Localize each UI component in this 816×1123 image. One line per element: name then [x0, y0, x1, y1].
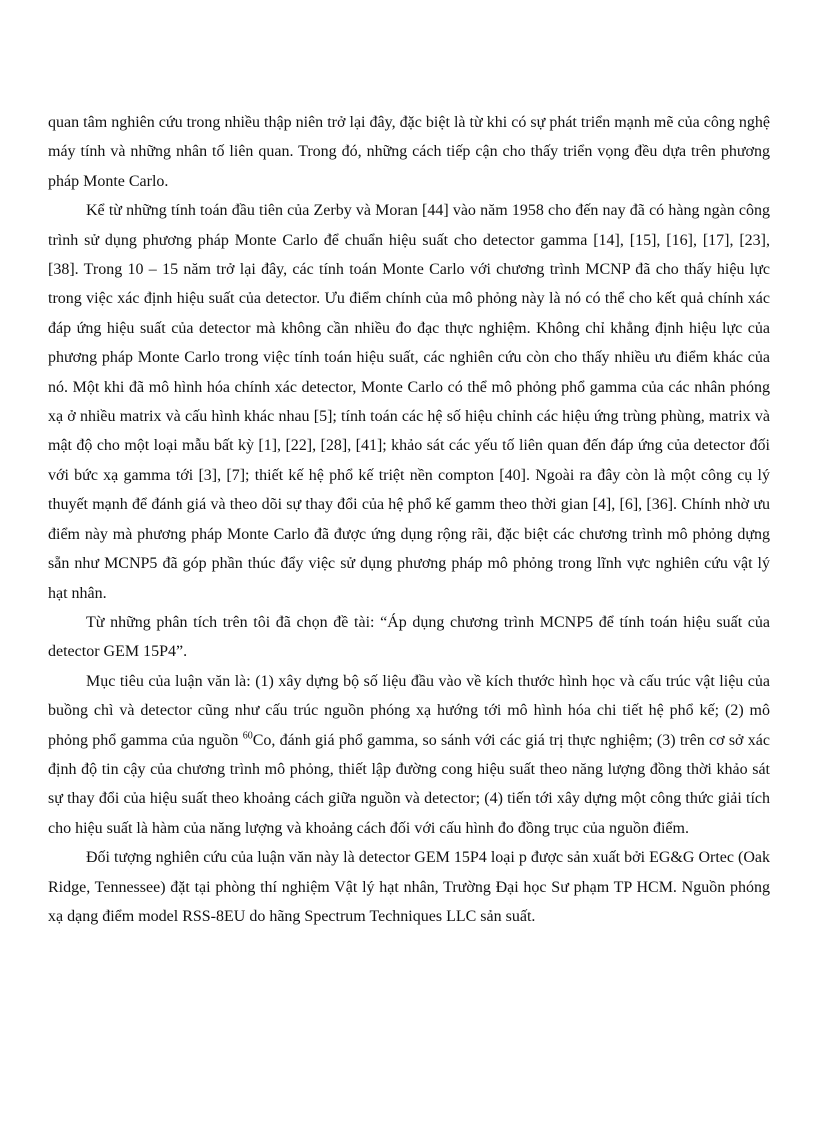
paragraph-intro-continuation: quan tâm nghiên cứu trong nhiều thập niên trở lại đây, đặc biệt là từ khi có sự phát triển mạnh mẽ của công nghệ máy tính và những nhân tố liên quan. Trong đó, những cách tiếp cận cho thấy triển vọng đều dựa trên phương pháp Monte Carlo.	[48, 114, 770, 190]
document-page	[48, 108, 770, 931]
objectives-text-after: Co, đánh giá phổ gamma, so sánh với các giá trị thực nghiệm; (3) trên cơ sở xác định độ tin cậy của chương trình mô phỏng, thiết lập đường cong hiệu suất theo năng lượng đồng thời khảo sát sự thay đổi của hiệu suất theo khoảng cách giữa nguồn và detector; (4) tiến tới xây dựng một công thức giải tích cho hiệu suất là hàm của năng lượng và khoảng cách đối với cấu hình đo đồng trục của nguồn điểm.	[48, 731, 770, 837]
paragraph-research-subject: Đối tượng nghiên cứu của luận văn này là detector GEM 15P4 loại p được sản xuất bởi EG&G Ortec (Oak Ridge, Tennessee) đặt tại phòng thí nghiệm Vật lý hạt nhân, Trường Đại học Sư phạm TP HCM. Nguồn phóng xạ dạng điểm model RSS-8EU do hãng Spectrum Techniques LLC sản suất.	[48, 849, 770, 925]
paragraph-monte-carlo-history: Kể từ những tính toán đầu tiên của Zerby và Moran [44] vào năm 1958 cho đến nay đã có hàng ngàn công trình sử dụng phương pháp Monte Carlo để chuẩn hiệu suất cho detector gamma [14], [15], [16], [17], [23], [38]. Trong 10 – 15 năm trở lại đây, các tính toán Monte Carlo với chương trình MCNP đã cho thấy hiệu lực trong việc xác định hiệu suất của detector. Ưu điểm chính của mô phỏng này là nó có thể cho kết quả chính xác đáp ứng hiệu suất của detector mà không cần nhiều đo đạc thực nghiệm. Không chỉ khẳng định hiệu lực của phương pháp Monte Carlo trong việc tính toán hiệu suất, các nghiên cứu còn cho thấy nhiều ưu điểm khác của nó. Một khi đã mô hình hóa chính xác detector, Monte Carlo có thể mô phỏng phổ gamma của các nhân phóng xạ ở nhiều matrix và cấu hình khác nhau [5]; tính toán các hệ số hiệu chỉnh các hiệu ứng trùng phùng, matrix và mật độ cho một loại mẫu bất kỳ [1], [22], [28], [41]; khảo sát các yếu tố liên quan đến đáp ứng của detector đối với bức xạ gamma tới [3], [7]; thiết kế hệ phổ kế triệt nền compton [40]. Ngoài ra đây còn là một công cụ lý thuyết mạnh để đánh giá và theo dõi sự thay đổi của hệ phổ kế gamm theo thời gian [4], [6], [36]. Chính nhờ ưu điểm này mà phương pháp Monte Carlo đã được ứng dụng rộng rãi, đặc biệt các chương trình mô phỏng dựng sẵn như MCNP5 đã góp phần thúc đẩy việc sử dụng phương pháp mô phỏng trong lĩnh vực nghiên cứu vật lý hạt nhân.	[48, 202, 770, 602]
paragraph-thesis-topic: Từ những phân tích trên tôi đã chọn đề tài: “Áp dụng chương trình MCNP5 để tính toán hiệu suất của detector GEM 15P4”.	[48, 613, 770, 661]
isotope-mass-number: 60	[242, 730, 253, 742]
objectives-text-before: Mục tiêu của luận văn là: (1) xây dựng bộ số liệu đầu vào về kích thước hình học và cấu trúc vật liệu của buồng chì và detector cũng như cấu trúc nguồn phóng xạ hướng tới mô hình hóa chi tiết hệ phổ kế; (2) mô phỏng phổ gamma của nguồn	[48, 672, 770, 749]
paragraph-thesis-objectives	[48, 667, 770, 843]
